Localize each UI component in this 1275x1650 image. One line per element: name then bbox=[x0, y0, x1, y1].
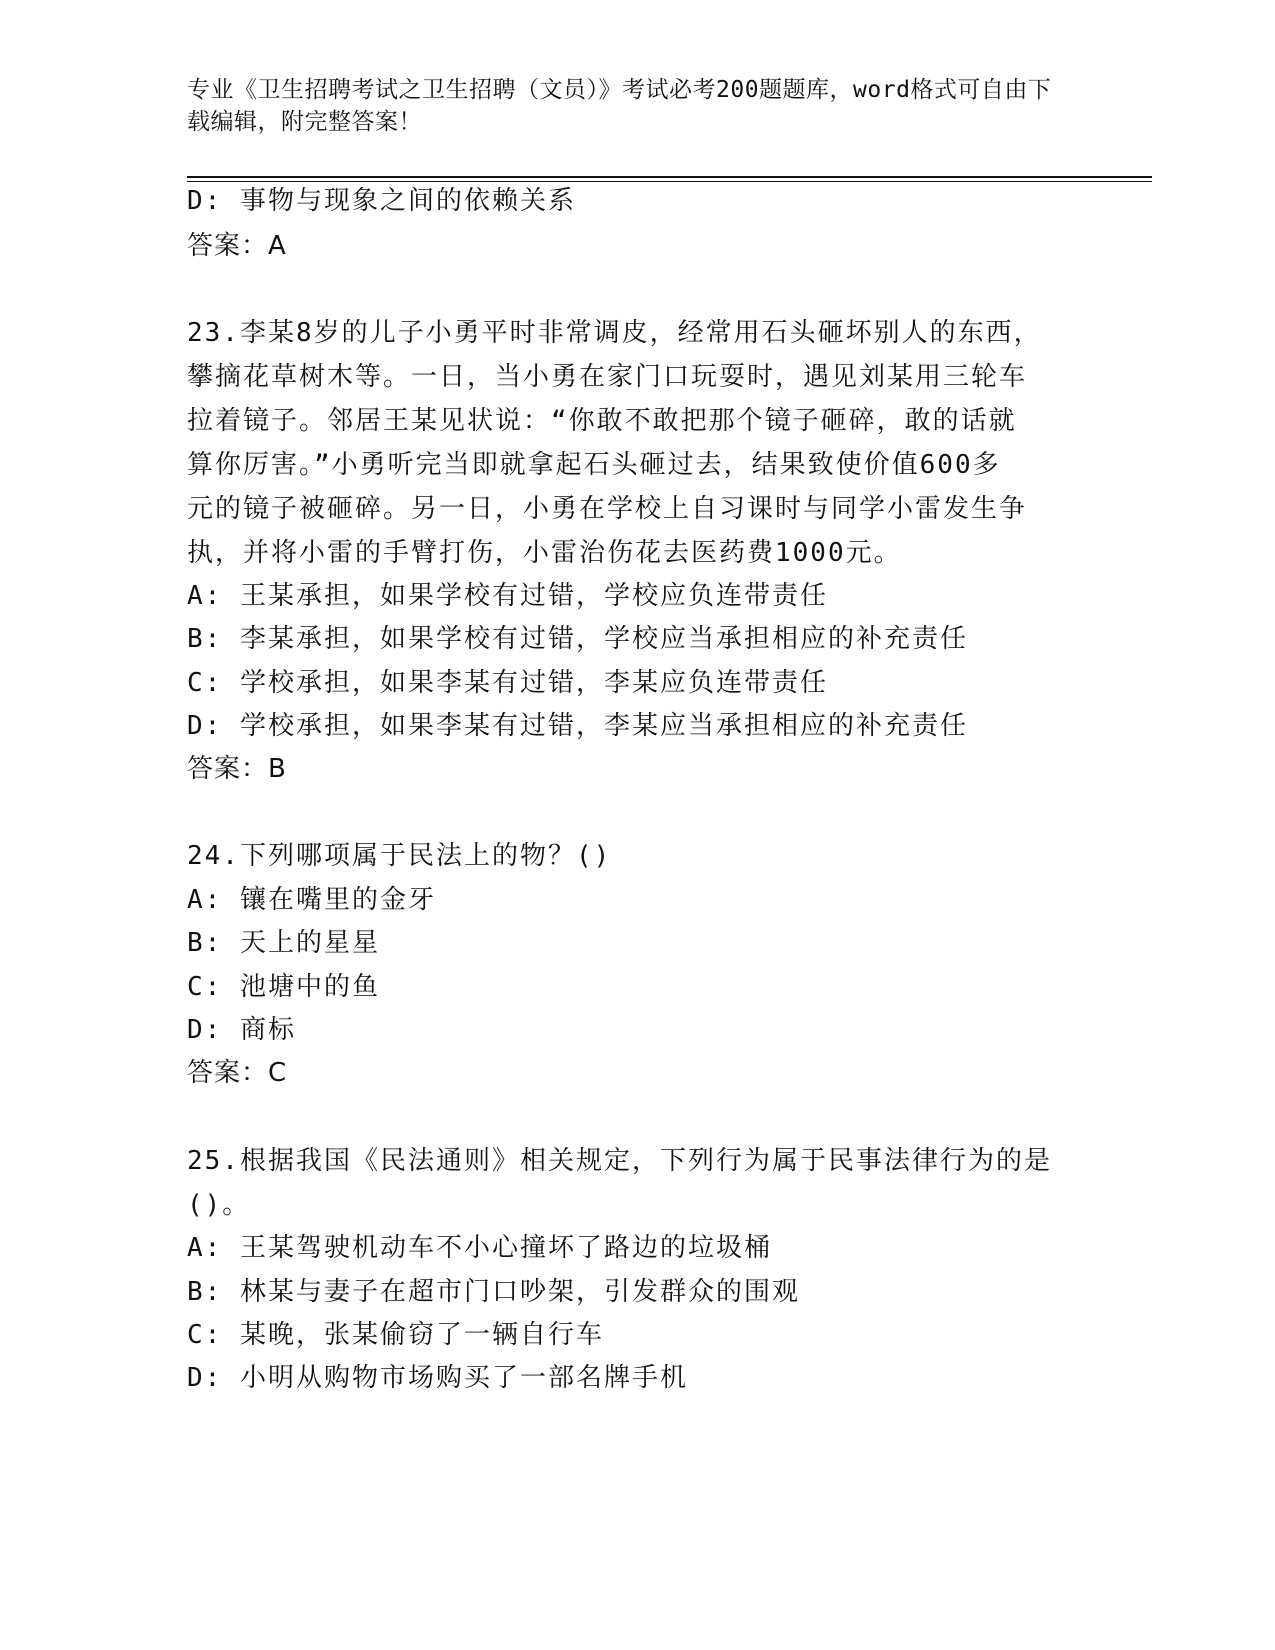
q23-option-a: A: 王某承担，如果学校有过错，学校应负连带责任 bbox=[187, 581, 828, 611]
q25-option-b: B: 林某与妻子在超市门口吵架，引发群众的围观 bbox=[187, 1277, 800, 1307]
q22-answer: 答案：A bbox=[187, 231, 287, 261]
q23-stem-line: 攀摘花草树木等。一日，当小勇在家门口玩耍时，遇见刘某用三轮车 bbox=[187, 362, 1028, 392]
q23-option-b: B: 李某承担，如果学校有过错，学校应当承担相应的补充责任 bbox=[187, 624, 968, 654]
q24-option-a: A: 镶在嘴里的金牙 bbox=[187, 885, 436, 915]
q24-stem-line: 24.下列哪项属于民法上的物？() bbox=[187, 841, 612, 871]
q23-answer: 答案：B bbox=[187, 754, 287, 784]
q24-answer: 答案：C bbox=[187, 1058, 288, 1088]
q23-option-d: D: 学校承担，如果李某有过错，李某应当承担相应的补充责任 bbox=[187, 711, 968, 741]
q25-option-a: A: 王某驾驶机动车不小心撞坏了路边的垃圾桶 bbox=[187, 1233, 772, 1263]
q22-option-d: D: 事物与现象之间的依赖关系 bbox=[187, 186, 576, 216]
q23-stem-line: 拉着镜子。邻居王某见状说：“你敢不敢把那个镜子砸碎，敢的话就 bbox=[187, 406, 1017, 436]
q25-stem-line: ()。 bbox=[187, 1190, 251, 1220]
q25-stem-line: 25.根据我国《民法通则》相关规定，下列行为属于民事法律行为的是 bbox=[187, 1146, 1052, 1176]
q24-option-d: D: 商标 bbox=[187, 1015, 296, 1045]
q23-stem-line: 23.李某8岁的儿子小勇平时非常调皮，经常用石头砸坏别人的东西， bbox=[187, 318, 1042, 348]
q23-stem-line: 算你厉害。”小勇听完当即就拿起石头砸过去，结果致使价值600多 bbox=[187, 450, 1001, 480]
q24-option-b: B: 天上的星星 bbox=[187, 928, 380, 958]
header-rule-thin bbox=[187, 181, 1152, 182]
q25-option-d: D: 小明从购物市场购买了一部名牌手机 bbox=[187, 1363, 688, 1393]
header-rule-thick bbox=[187, 176, 1152, 178]
q24-option-c: C: 池塘中的鱼 bbox=[187, 972, 380, 1002]
q23-stem-line: 元的镜子被砸碎。另一日，小勇在学校上自习课时与同学小雷发生争 bbox=[187, 494, 1028, 524]
q23-option-c: C: 学校承担，如果李某有过错，李某应负连带责任 bbox=[187, 668, 828, 698]
q23-stem-line: 执，并将小雷的手臂打伤，小雷治伤花去医药费1000元。 bbox=[187, 538, 902, 568]
page-header: 专业《卫生招聘考试之卫生招聘（文员）》考试必考200题题库，word格式可自由下载编辑，附完整答案！ bbox=[187, 77, 1052, 135]
q25-option-c: C: 某晚，张某偷窃了一辆自行车 bbox=[187, 1320, 604, 1350]
